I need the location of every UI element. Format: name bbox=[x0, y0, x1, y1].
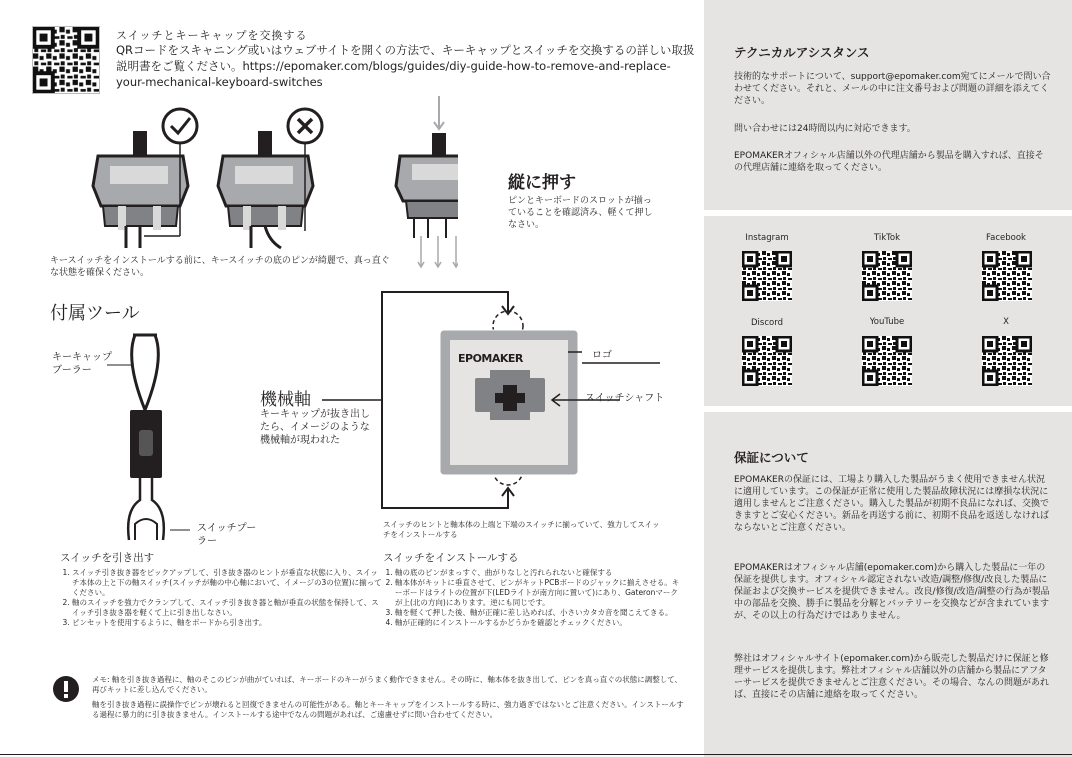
pins-caption: キースイッチをインストールする前に、キースイッチの底のピンが綺麗で、真っ直ぐな状態を確保ください。 bbox=[50, 256, 390, 278]
tools-title: 付属ツール bbox=[50, 303, 140, 324]
facebook-qr-icon[interactable] bbox=[982, 251, 1032, 301]
social-label-instagram: Instagram bbox=[745, 233, 789, 243]
bent-pin-switch-illustration bbox=[218, 131, 313, 248]
remove-step: 1. スイッチ引き抜き器をピックアップして、引き抜き器のヒントが垂直な状態に入り、スイッチ本体の上と下の軸スイッチ(スイッチが軸の中心軸において、イメージの3の位置)に揃ってください。 bbox=[72, 568, 382, 598]
switch-diagram bbox=[320, 290, 680, 520]
social-label-tiktok: TikTok bbox=[873, 233, 901, 243]
swap-description: QRコードをスキャニング或いはウェブサイトを開くの方法で、キーキャップとスイッチを交換するの詳しい取扱説明書をご覧ください。https://epomaker.com/blogs/guides/diy-guide-how-to-remove-and-replace-your-mechanical-keyboard-switches bbox=[116, 43, 695, 89]
warranty-section bbox=[704, 412, 1072, 757]
install-step: 4. 軸が正確的にインストールするかどうかを確認とチェックください。 bbox=[395, 618, 685, 628]
switch-title: 機械軸 bbox=[260, 390, 311, 410]
support-section bbox=[704, 0, 1072, 210]
support-p2: 問い合わせには24時間以内に対応できます。 bbox=[734, 124, 916, 134]
social-label-facebook: Facebook bbox=[986, 233, 1026, 243]
remove-steps bbox=[58, 568, 382, 628]
align-note: スイッチのヒントと軸本体の上端と下端のスイッチに揃っていて、強力してスイッチをインストールする bbox=[383, 520, 660, 539]
install-steps bbox=[381, 568, 685, 628]
right-panel bbox=[704, 0, 1072, 757]
switch-description: キーキャップが抜き出したら、イメージのような機械軸が現われた bbox=[260, 409, 370, 446]
swap-heading: スイッチとキーキャップを交換する bbox=[116, 29, 308, 42]
switch-puller-label: スイッチプーラー bbox=[197, 523, 257, 547]
press-switch-illustration bbox=[396, 96, 458, 267]
warranty-p2: EPOMAKERはオフィシャル店舗(epomaker.com)から購入した製品に一年の保証を提供します。オフィシャル認定されない改造/調整/修復/改良した製品に保証および交換サービスを提供できません。改良/修復/改造/調整の行為が製品中の部品を交換、勝手に製品を分解とバッテリーを交換などが含まれていますが、その以上の行為だけではありません。 bbox=[734, 563, 1050, 621]
x-qr-icon[interactable] bbox=[982, 336, 1032, 386]
social-section bbox=[704, 216, 1072, 406]
warranty-p1: EPOMAKERの保証には、工場より購入した製品がうまく使用できません状況に適用しています。この保証が正常に使用した製品故障状況には摩損な状況に適用しませんとご注意ください。購入した製品が初期不良品になれば、交換できますとご安心ください。新品を再送する前に、初期不良品を返送しなければならないとご注意ください。 bbox=[734, 475, 1050, 533]
tiktok-qr-icon[interactable] bbox=[862, 251, 912, 301]
install-step: 1. 軸の底のピンがまっすぐ、曲がりなしと汚れられないと確保する bbox=[395, 568, 685, 578]
warranty-p3: 弊社はオフィシャルサイト(epomaker.com)から販売した製品だけに保証と修理サービスを提供します。弊社オフィシャル店舗以外の店舗から製品にアフターサービスを提供できませんとご注意ください。その場合、なんの問題があれば、直接にその店舗に連絡を取ってください。 bbox=[734, 654, 1050, 700]
support-title: テクニカルアシスタンス bbox=[734, 45, 870, 60]
remove-step: 2. 軸のスイッチを強力でクランプして、スイッチ引き抜き器と軸が垂直の状態を保持して、スイッチ引き抜き器を軽くて上に引き出しなさい。 bbox=[72, 598, 382, 618]
social-label-discord: Discord bbox=[751, 318, 783, 328]
bottom-rule bbox=[0, 754, 1072, 755]
logo-label: ロゴ bbox=[592, 350, 612, 361]
keycap-puller-label: キーキャップブーラー bbox=[52, 352, 112, 376]
note-text-1: メモ: 軸を引き抜き過程に、軸のそこのピンが曲がていれば、キーボードのキーがうまく動作できません。その時に、軸本体を抜き出して、ピンを真っ直ぐの状態に調整して、再びキットに差し込んでください。 bbox=[92, 675, 683, 694]
press-description: ピンとキーボードのスロットが揃っていることを確認済み、軽くて押しなさい。 bbox=[508, 196, 653, 230]
instagram-qr-icon[interactable] bbox=[742, 251, 792, 301]
install-step: 3. 軸を軽くて押した後、軸が正確に差し込めれば、小さいカタカ音を聞こえてきる。 bbox=[395, 608, 685, 618]
install-title: スイッチをインストールする bbox=[383, 552, 519, 564]
puller-tools-illustration bbox=[95, 330, 195, 550]
social-label-x: X bbox=[1003, 317, 1009, 327]
press-title: 縦に押す bbox=[508, 173, 576, 193]
youtube-qr-icon[interactable] bbox=[862, 336, 912, 386]
qr-code-icon bbox=[33, 27, 99, 93]
support-p1: 技術的なサポートについて、support@epomaker.com宛てにメールで問い合わせてください。それと、メールの中に注文番号および問題の詳細を添えてください。 bbox=[734, 72, 1051, 106]
epomaker-logo: EPOMAKER bbox=[458, 352, 523, 365]
warning-icon bbox=[52, 675, 80, 703]
support-p3: EPOMAKERオフィシャル店舗以外の代理店舗から製品を購入すれば、直接その代理店舗に連絡を取ってください。 bbox=[734, 151, 1044, 173]
remove-step: 3. ピンセットを使用するように、軸をボードから引き出す。 bbox=[72, 618, 382, 628]
note-text-2: 軸を引き抜き過程に誤操作でピンが壊れると回復できませんの可能性がある。軸とキーキャップをインストールする時に、強力過ぎではないとご注意ください。インストールする過程に暴力的に引き抜きません。インストールする途中でなんの問題があれば、ご遠慮せずに問い合わせてください。 bbox=[92, 700, 684, 719]
social-label-youtube: YouTube bbox=[869, 317, 905, 327]
good-switch-illustration bbox=[93, 131, 188, 248]
discord-qr-icon[interactable] bbox=[742, 336, 792, 386]
remove-title: スイッチを引き出す bbox=[60, 552, 155, 564]
install-step: 2. 軸本体がキットに垂直させて、ピンがキットPCBボードのジャックに揃えさせる。キーボードはライトの位置が下(LEDライトが南方向に置いて)にあり、Gateronマークが上(北の方向)にあります。逆にも同じです。 bbox=[395, 578, 685, 608]
main-qr-code[interactable] bbox=[32, 26, 100, 94]
switch-shaft-label: スイッチシャフト bbox=[585, 393, 665, 404]
warranty-title: 保証について bbox=[734, 450, 809, 465]
pin-illustrations bbox=[88, 96, 458, 271]
